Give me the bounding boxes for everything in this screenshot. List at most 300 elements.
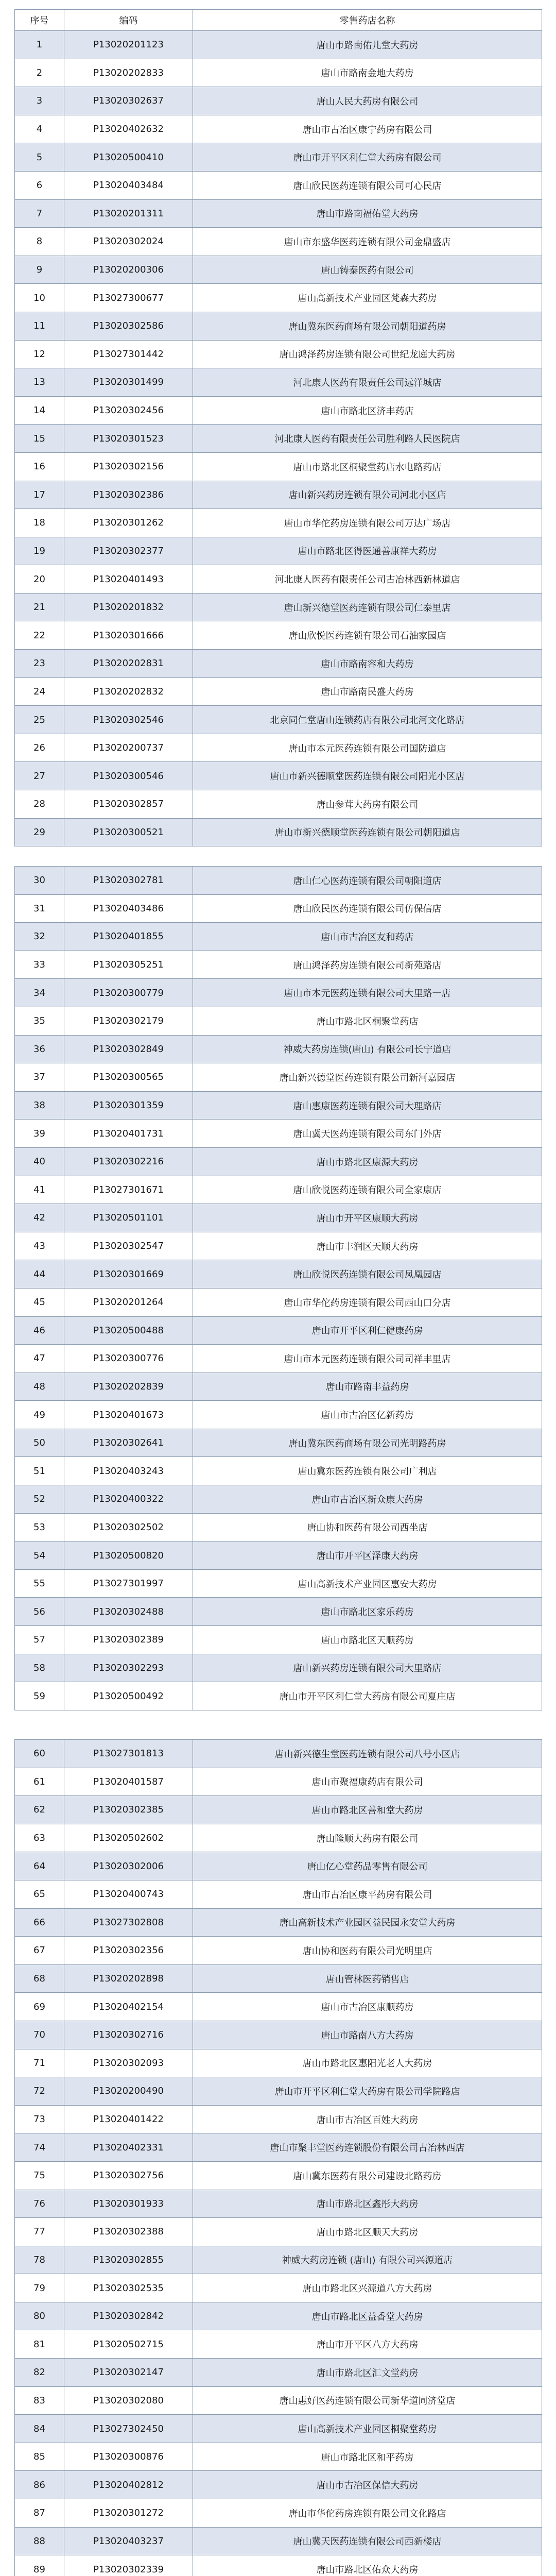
cell-serial-number: 60	[15, 1740, 64, 1768]
cell-code: P13020402154	[64, 1993, 193, 2021]
table-row	[15, 1740, 542, 1768]
cell-code: P13020302147	[64, 2359, 193, 2387]
cell-pharmacy-name: 唐山市古冶区友和药店	[193, 923, 542, 951]
table-row	[15, 2133, 542, 2162]
table-header-row	[15, 10, 542, 31]
cell-pharmacy-name: 唐山市路南八方大药房	[193, 2021, 542, 2049]
cell-pharmacy-name: 唐山市古冶区保信大药房	[193, 2471, 542, 2499]
cell-pharmacy-name: 唐山市路北区康源大药房	[193, 1147, 542, 1176]
cell-serial-number: 20	[15, 565, 64, 594]
table-row	[15, 199, 542, 228]
cell-serial-number: 58	[15, 1654, 64, 1682]
table-row	[15, 1147, 542, 1176]
cell-code: P13020301272	[64, 2499, 193, 2528]
cell-pharmacy-name: 唐山市路北区善和堂大药房	[193, 1796, 542, 1824]
table-row	[15, 2049, 542, 2077]
table-row	[15, 2077, 542, 2106]
cell-code: P13020300565	[64, 1063, 193, 1092]
cell-pharmacy-name: 唐山市路北区惠阳光老人大药房	[193, 2049, 542, 2077]
cell-code: P13020403237	[64, 2527, 193, 2555]
cell-pharmacy-name: 北京同仁堂唐山连锁药店有限公司北河文化路店	[193, 706, 542, 734]
cell-pharmacy-name: 唐山新兴德堂医药连锁有限公司仁泰里店	[193, 593, 542, 621]
cell-serial-number: 47	[15, 1345, 64, 1373]
cell-code: P13020302756	[64, 2161, 193, 2190]
cell-serial-number: 51	[15, 1457, 64, 1485]
cell-pharmacy-name: 神威大药房连锁(唐山) 有限公司长宁道店	[193, 1035, 542, 1063]
cell-code: P13020302385	[64, 1796, 193, 1824]
cell-serial-number: 5	[15, 143, 64, 172]
table-row	[15, 115, 542, 143]
cell-serial-number: 27	[15, 762, 64, 790]
cell-pharmacy-name: 唐山市路北区兴源道八方大药房	[193, 2274, 542, 2302]
table-row	[15, 87, 542, 115]
table-row	[15, 2105, 542, 2133]
cell-serial-number: 49	[15, 1401, 64, 1429]
table-row	[15, 509, 542, 537]
table-row	[15, 2555, 542, 2576]
cell-serial-number: 38	[15, 1091, 64, 1120]
cell-serial-number: 67	[15, 1937, 64, 1965]
cell-serial-number: 19	[15, 537, 64, 565]
cell-code: P13020302586	[64, 312, 193, 340]
cell-pharmacy-name: 唐山市开平区八方大药房	[193, 2330, 542, 2359]
table-row	[15, 650, 542, 678]
cell-code: P13020302024	[64, 228, 193, 256]
cell-code: P13020200737	[64, 734, 193, 762]
cell-code: P13020403486	[64, 894, 193, 923]
cell-pharmacy-name: 唐山市华佗药房连锁有限公司西山口分店	[193, 1288, 542, 1316]
cell-code: P13020300546	[64, 762, 193, 790]
cell-pharmacy-name: 唐山高新技术产业园区益民园永安堂大药房	[193, 1908, 542, 1937]
cell-serial-number: 89	[15, 2555, 64, 2576]
table-row	[15, 1345, 542, 1373]
cell-code: P13020302377	[64, 537, 193, 565]
table-row	[15, 2499, 542, 2528]
cell-pharmacy-name: 唐山市古冶区新众康大药房	[193, 1485, 542, 1514]
cell-serial-number: 42	[15, 1204, 64, 1232]
cell-pharmacy-name: 唐山新兴药房连锁有限公司河北小区店	[193, 481, 542, 509]
cell-pharmacy-name: 唐山市古冶区亿新药房	[193, 1401, 542, 1429]
cell-pharmacy-name: 河北康人医药有限责任公司胜利路人民医院店	[193, 425, 542, 453]
retail-pharmacy-table-section	[14, 866, 542, 1710]
cell-pharmacy-name: 唐山隆顺大药房有限公司	[193, 1824, 542, 1852]
cell-serial-number: 9	[15, 256, 64, 284]
cell-serial-number: 39	[15, 1120, 64, 1148]
cell-code: P13020302842	[64, 2302, 193, 2330]
cell-code: P13020500820	[64, 1541, 193, 1570]
table-row	[15, 396, 542, 425]
table-row	[15, 818, 542, 846]
table-row	[15, 2218, 542, 2246]
cell-serial-number: 45	[15, 1288, 64, 1316]
cell-serial-number: 76	[15, 2190, 64, 2218]
cell-serial-number: 34	[15, 979, 64, 1007]
cell-serial-number: 75	[15, 2161, 64, 2190]
cell-code: P13020202898	[64, 1964, 193, 1993]
table-row	[15, 425, 542, 453]
table-row	[15, 2330, 542, 2359]
table-row	[15, 2386, 542, 2415]
cell-pharmacy-name: 唐山市路北区济丰药店	[193, 396, 542, 425]
cell-serial-number: 84	[15, 2415, 64, 2443]
cell-code: P13020501101	[64, 1204, 193, 1232]
cell-pharmacy-name: 唐山市路北区益香堂大药房	[193, 2302, 542, 2330]
table-row	[15, 1485, 542, 1514]
cell-code: P13020302093	[64, 2049, 193, 2077]
cell-pharmacy-name: 唐山惠好医药连锁有限公司新华道同济堂店	[193, 2386, 542, 2415]
cell-code: P13020301666	[64, 621, 193, 650]
cell-serial-number: 29	[15, 818, 64, 846]
cell-pharmacy-name: 唐山铸泰医药有限公司	[193, 256, 542, 284]
cell-serial-number: 11	[15, 312, 64, 340]
table-row	[15, 867, 542, 895]
cell-pharmacy-name: 唐山亿心堂药品零售有限公司	[193, 1852, 542, 1880]
cell-code: P13020302389	[64, 1626, 193, 1654]
cell-pharmacy-name: 唐山市路南福佑堂大药房	[193, 199, 542, 228]
cell-serial-number: 17	[15, 481, 64, 509]
cell-serial-number: 53	[15, 1513, 64, 1541]
cell-pharmacy-name: 唐山协和医药有限公司光明里店	[193, 1937, 542, 1965]
cell-pharmacy-name: 唐山市新兴德顺堂医药连锁有限公司阳光小区店	[193, 762, 542, 790]
cell-pharmacy-name: 唐山市开平区康顺大药房	[193, 1204, 542, 1232]
cell-code: P13020301499	[64, 368, 193, 397]
cell-serial-number: 66	[15, 1908, 64, 1937]
cell-pharmacy-name: 唐山市路南容和大药房	[193, 650, 542, 678]
cell-pharmacy-name: 唐山欣悦医药连锁有限公司石油家园店	[193, 621, 542, 650]
cell-pharmacy-name: 唐山市本元医药连锁有限公司大里路一店	[193, 979, 542, 1007]
cell-serial-number: 63	[15, 1824, 64, 1852]
cell-code: P13020302386	[64, 481, 193, 509]
cell-serial-number: 10	[15, 284, 64, 312]
cell-pharmacy-name: 唐山冀东医药连锁有限公司广利店	[193, 1457, 542, 1485]
cell-code: P13020302080	[64, 2386, 193, 2415]
cell-pharmacy-name: 唐山市古冶区康宁药房有限公司	[193, 115, 542, 143]
table-row	[15, 284, 542, 312]
table-row	[15, 1372, 542, 1401]
cell-code: P13020300521	[64, 818, 193, 846]
table-row	[15, 2471, 542, 2499]
table-row	[15, 31, 542, 59]
table-row	[15, 1824, 542, 1852]
table-row	[15, 1796, 542, 1824]
cell-serial-number: 77	[15, 2218, 64, 2246]
table-row	[15, 228, 542, 256]
table-row	[15, 1993, 542, 2021]
table-row	[15, 1091, 542, 1120]
cell-pharmacy-name: 唐山市路北区得医通善康祥大药房	[193, 537, 542, 565]
table-row	[15, 171, 542, 199]
cell-code: P13020300876	[64, 2443, 193, 2471]
cell-code: P13020301933	[64, 2190, 193, 2218]
cell-pharmacy-name: 唐山鸿泽药房连锁有限公司新苑路店	[193, 951, 542, 979]
cell-pharmacy-name: 唐山市新兴德顺堂医药连锁有限公司朝阳道店	[193, 818, 542, 846]
cell-serial-number: 79	[15, 2274, 64, 2302]
table-row	[15, 2443, 542, 2471]
pharmacy-table	[14, 9, 542, 846]
cell-serial-number: 36	[15, 1035, 64, 1063]
cell-code: P13020401731	[64, 1120, 193, 1148]
cell-serial-number: 52	[15, 1485, 64, 1514]
cell-pharmacy-name: 唐山欣民医药连锁有限公司可心民店	[193, 171, 542, 199]
table-row	[15, 2527, 542, 2555]
cell-code: P13020301262	[64, 509, 193, 537]
table-row	[15, 2415, 542, 2443]
cell-serial-number: 35	[15, 1007, 64, 1035]
table-row	[15, 2274, 542, 2302]
table-row	[15, 1937, 542, 1965]
cell-code: P13020401673	[64, 1401, 193, 1429]
cell-code: P13020302547	[64, 1232, 193, 1260]
cell-serial-number: 22	[15, 621, 64, 650]
cell-pharmacy-name: 唐山惠康医药连锁有限公司大理路店	[193, 1091, 542, 1120]
cell-pharmacy-name: 神威大药房连锁 (唐山) 有限公司兴源道店	[193, 2246, 542, 2274]
cell-code: P13020302637	[64, 87, 193, 115]
cell-code: P13020302216	[64, 1147, 193, 1176]
cell-code: P13020500488	[64, 1316, 193, 1345]
cell-pharmacy-name: 唐山市东盛华医药连锁有限公司金鼎盛店	[193, 228, 542, 256]
cell-pharmacy-name: 唐山欣悦医药连锁有限公司全家康店	[193, 1176, 542, 1204]
cell-pharmacy-name: 唐山管林医药销售店	[193, 1964, 542, 1993]
cell-serial-number: 59	[15, 1682, 64, 1710]
cell-serial-number: 40	[15, 1147, 64, 1176]
table-row	[15, 923, 542, 951]
cell-code: P13020302488	[64, 1598, 193, 1626]
cell-serial-number: 73	[15, 2105, 64, 2133]
cell-serial-number: 18	[15, 509, 64, 537]
cell-code: P13020302857	[64, 790, 193, 819]
cell-pharmacy-name: 唐山市路南民盛大药房	[193, 677, 542, 706]
cell-pharmacy-name: 唐山冀天医药连锁有限公司东门外店	[193, 1120, 542, 1148]
cell-pharmacy-name: 唐山市路北区桐聚堂药店	[193, 1007, 542, 1035]
table-row	[15, 1063, 542, 1092]
cell-pharmacy-name: 唐山高新技术产业园区梵森大药房	[193, 284, 542, 312]
cell-serial-number: 54	[15, 1541, 64, 1570]
cell-serial-number: 23	[15, 650, 64, 678]
cell-pharmacy-name: 唐山新兴德生堂医药连锁有限公司八号小区店	[193, 1740, 542, 1768]
table-row	[15, 1964, 542, 1993]
cell-pharmacy-name: 唐山市路北区鑫彤大药房	[193, 2190, 542, 2218]
table-row	[15, 894, 542, 923]
cell-code: P13020300776	[64, 1345, 193, 1373]
cell-code: P13020502715	[64, 2330, 193, 2359]
cell-code: P13020302849	[64, 1035, 193, 1063]
cell-serial-number: 21	[15, 593, 64, 621]
cell-code: P13020302716	[64, 2021, 193, 2049]
cell-pharmacy-name: 唐山市路北区和平药房	[193, 2443, 542, 2471]
cell-code: P13020301359	[64, 1091, 193, 1120]
cell-serial-number: 6	[15, 171, 64, 199]
cell-serial-number: 72	[15, 2077, 64, 2106]
cell-pharmacy-name: 唐山冀东医药商场有限公司朝阳道药房	[193, 312, 542, 340]
table-row	[15, 951, 542, 979]
cell-code: P13020202833	[64, 59, 193, 87]
table-row	[15, 706, 542, 734]
cell-serial-number: 62	[15, 1796, 64, 1824]
table-row	[15, 1598, 542, 1626]
cell-serial-number: 44	[15, 1260, 64, 1289]
cell-serial-number: 33	[15, 951, 64, 979]
cell-serial-number: 61	[15, 1768, 64, 1796]
cell-serial-number: 24	[15, 677, 64, 706]
cell-serial-number: 4	[15, 115, 64, 143]
cell-serial-number: 28	[15, 790, 64, 819]
cell-serial-number: 64	[15, 1852, 64, 1880]
cell-serial-number: 81	[15, 2330, 64, 2359]
cell-pharmacy-name: 唐山市路北区家乐药房	[193, 1598, 542, 1626]
table-row	[15, 1429, 542, 1457]
table-row	[15, 1120, 542, 1148]
cell-code: P13020301523	[64, 425, 193, 453]
cell-code: P13020402632	[64, 115, 193, 143]
cell-code: P13027302450	[64, 2415, 193, 2443]
cell-pharmacy-name: 唐山市路北区汇文堂药房	[193, 2359, 542, 2387]
cell-pharmacy-name: 唐山市路南金地大药房	[193, 59, 542, 87]
cell-code: P13027301671	[64, 1176, 193, 1204]
cell-serial-number: 85	[15, 2443, 64, 2471]
cell-pharmacy-name: 河北康人医药有限责任公司远洋城店	[193, 368, 542, 397]
table-row	[15, 2302, 542, 2330]
cell-serial-number: 1	[15, 31, 64, 59]
cell-pharmacy-name: 唐山市聚丰堂医药连锁股份有限公司古冶林西店	[193, 2133, 542, 2162]
table-row	[15, 734, 542, 762]
cell-serial-number: 41	[15, 1176, 64, 1204]
table-row	[15, 1768, 542, 1796]
cell-pharmacy-name: 唐山市开平区泽康大药房	[193, 1541, 542, 1570]
cell-serial-number: 74	[15, 2133, 64, 2162]
retail-pharmacy-table-section	[14, 9, 542, 846]
cell-pharmacy-name: 唐山欣民医药连锁有限公司仿保信店	[193, 894, 542, 923]
cell-code: P13020401422	[64, 2105, 193, 2133]
table-row	[15, 979, 542, 1007]
table-row	[15, 1654, 542, 1682]
cell-serial-number: 55	[15, 1569, 64, 1598]
pharmacy-table	[14, 1739, 542, 2576]
cell-pharmacy-name: 唐山冀东医药商场有限公司光明路药房	[193, 1429, 542, 1457]
table-row	[15, 59, 542, 87]
table-row	[15, 481, 542, 509]
cell-serial-number: 8	[15, 228, 64, 256]
cell-pharmacy-name: 唐山市路南佑儿堂大药房	[193, 31, 542, 59]
cell-code: P13027300677	[64, 284, 193, 312]
cell-code: P13020200306	[64, 256, 193, 284]
cell-pharmacy-name: 唐山市开平区利仁健康药房	[193, 1316, 542, 1345]
table-row	[15, 790, 542, 819]
table-row	[15, 621, 542, 650]
cell-pharmacy-name: 唐山协和医药有限公司西坐店	[193, 1513, 542, 1541]
table-row	[15, 1316, 542, 1345]
cell-code: P13027301813	[64, 1740, 193, 1768]
cell-serial-number: 83	[15, 2386, 64, 2415]
cell-code: P13020502602	[64, 1824, 193, 1852]
cell-serial-number: 57	[15, 1626, 64, 1654]
cell-code: P13020201264	[64, 1288, 193, 1316]
cell-code: P13020401587	[64, 1768, 193, 1796]
table-row	[15, 1457, 542, 1485]
cell-code: P13020202832	[64, 677, 193, 706]
cell-serial-number: 15	[15, 425, 64, 453]
cell-code: P13020202831	[64, 650, 193, 678]
cell-pharmacy-name: 唐山冀天医药连锁有限公司西新楼店	[193, 2527, 542, 2555]
cell-serial-number: 43	[15, 1232, 64, 1260]
cell-pharmacy-name: 唐山市路北区桐聚堂药店水电路药店	[193, 452, 542, 481]
cell-code: P13020500492	[64, 1682, 193, 1710]
cell-code: P13020500410	[64, 143, 193, 172]
cell-pharmacy-name: 唐山市开平区利仁堂大药房有限公司	[193, 143, 542, 172]
table-row	[15, 143, 542, 172]
cell-serial-number: 87	[15, 2499, 64, 2528]
cell-pharmacy-name: 唐山市路北区佑众大药房	[193, 2555, 542, 2576]
cell-pharmacy-name: 唐山市路北区顺天大药房	[193, 2218, 542, 2246]
cell-serial-number: 16	[15, 452, 64, 481]
cell-pharmacy-name: 唐山市古冶区百姓大药房	[193, 2105, 542, 2133]
cell-pharmacy-name: 唐山市路北区天顺药房	[193, 1626, 542, 1654]
table-row	[15, 1569, 542, 1598]
cell-serial-number: 7	[15, 199, 64, 228]
cell-code: P13027301997	[64, 1569, 193, 1598]
cell-code: P13020302006	[64, 1852, 193, 1880]
table-row	[15, 1401, 542, 1429]
table-row	[15, 1176, 542, 1204]
cell-pharmacy-name: 唐山冀东医药有限公司建设北路药房	[193, 2161, 542, 2190]
cell-code: P13020201311	[64, 199, 193, 228]
cell-pharmacy-name: 唐山市古冶区康顺药房	[193, 1993, 542, 2021]
cell-pharmacy-name: 唐山市开平区利仁堂大药房有限公司学院路店	[193, 2077, 542, 2106]
cell-serial-number: 86	[15, 2471, 64, 2499]
cell-serial-number: 25	[15, 706, 64, 734]
cell-pharmacy-name: 唐山市华佗药房连锁有限公司万达广场店	[193, 509, 542, 537]
cell-serial-number: 82	[15, 2359, 64, 2387]
table-row	[15, 565, 542, 594]
table-row	[15, 2246, 542, 2274]
table-row	[15, 537, 542, 565]
cell-pharmacy-name: 河北康人医药有限责任公司古冶林西新林道店	[193, 565, 542, 594]
cell-code: P13020403243	[64, 1457, 193, 1485]
cell-code: P13020401493	[64, 565, 193, 594]
cell-code: P13020403484	[64, 171, 193, 199]
cell-pharmacy-name: 唐山市古冶区康平药房有限公司	[193, 1880, 542, 1908]
cell-pharmacy-name: 唐山市聚福康药店有限公司	[193, 1768, 542, 1796]
cell-code: P13020302781	[64, 867, 193, 895]
cell-pharmacy-name: 唐山鸿泽药房连锁有限公司世纪龙庭大药房	[193, 340, 542, 368]
cell-serial-number: 68	[15, 1964, 64, 1993]
cell-code: P13020300779	[64, 979, 193, 1007]
table-row	[15, 1288, 542, 1316]
cell-pharmacy-name: 唐山高新技术产业园区桐聚堂药房	[193, 2415, 542, 2443]
table-row	[15, 1541, 542, 1570]
cell-serial-number: 70	[15, 2021, 64, 2049]
table-row	[15, 677, 542, 706]
table-row	[15, 762, 542, 790]
header-pharmacy-name: 零售药店名称	[193, 10, 542, 31]
cell-code: P13020302339	[64, 2555, 193, 2576]
cell-code: P13020402331	[64, 2133, 193, 2162]
cell-code: P13020401855	[64, 923, 193, 951]
cell-pharmacy-name: 唐山市开平区利仁堂大药房有限公司夏庄店	[193, 1682, 542, 1710]
cell-code: P13027302808	[64, 1908, 193, 1937]
cell-pharmacy-name: 唐山参茸大药房有限公司	[193, 790, 542, 819]
cell-pharmacy-name: 唐山市本元医药连锁有限公司司祥丰里店	[193, 1345, 542, 1373]
table-row	[15, 1232, 542, 1260]
cell-code: P13020402812	[64, 2471, 193, 2499]
cell-serial-number: 2	[15, 59, 64, 87]
table-row	[15, 2021, 542, 2049]
cell-serial-number: 3	[15, 87, 64, 115]
cell-serial-number: 71	[15, 2049, 64, 2077]
cell-serial-number: 80	[15, 2302, 64, 2330]
cell-code: P13027301442	[64, 340, 193, 368]
table-row	[15, 1908, 542, 1937]
cell-code: P13020301669	[64, 1260, 193, 1289]
